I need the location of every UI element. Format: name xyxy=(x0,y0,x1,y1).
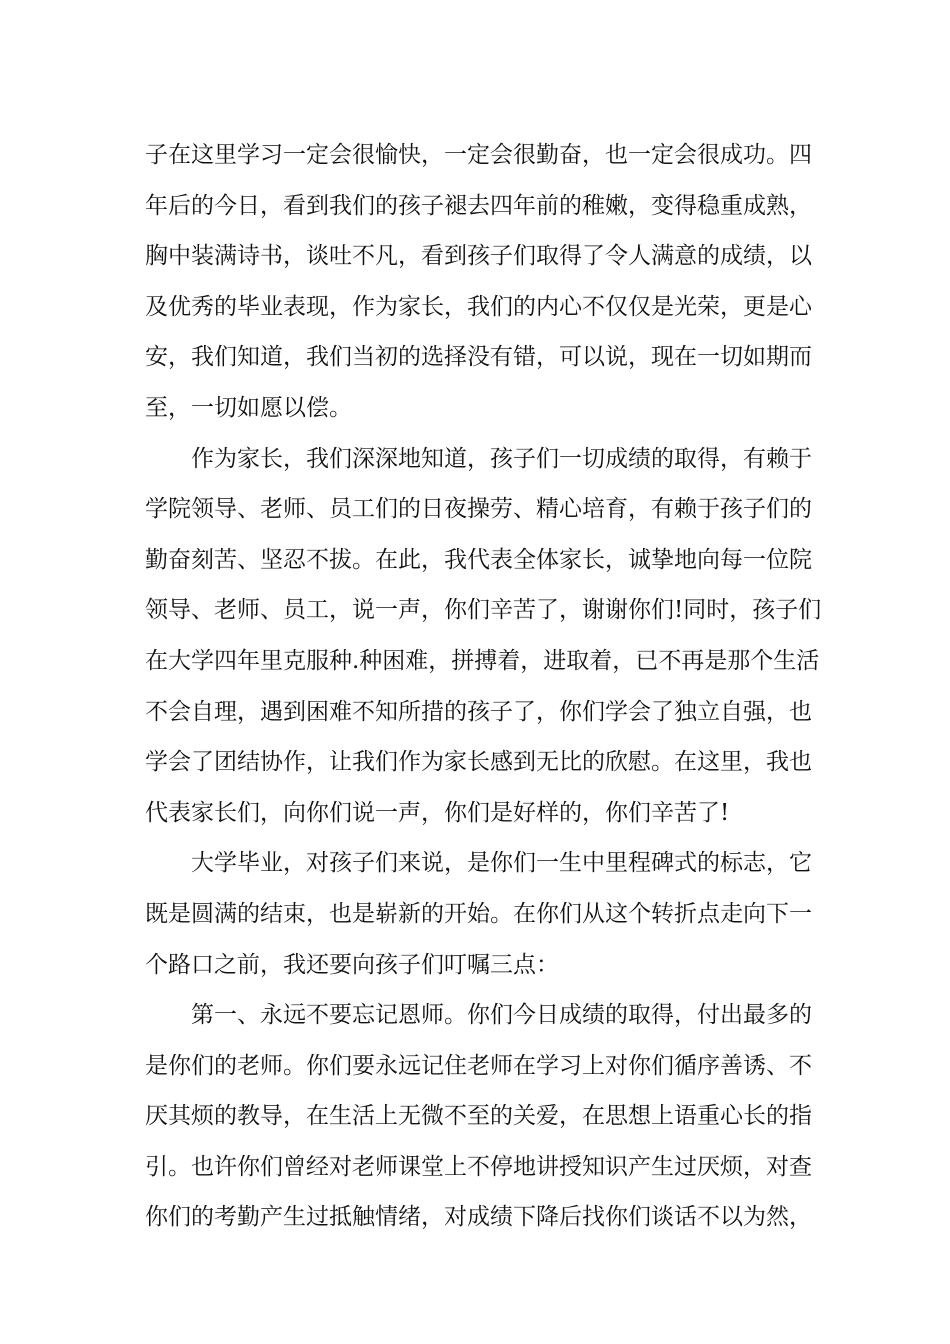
text-line: 代表家长们，向你们说一声，你们是好样的，你们辛苦了! xyxy=(145,799,730,826)
text-line: 作为家长，我们深深地知道，孩子们一切成绩的取得，有赖于 xyxy=(191,445,812,472)
text-line: 引。也许你们曾经对老师课堂上不停地讲授知识产生过厌烦，对查 xyxy=(145,1153,812,1180)
text-line: 你们的考勤产生过抵触情绪，对成绩下降后找你们谈话不以为然， xyxy=(145,1204,812,1231)
text-line: 学院领导、老师、员工们的日夜操劳、精心培育，有赖于孩子们的 xyxy=(145,496,812,523)
text-line: 安，我们知道，我们当初的选择没有错，可以说，现在一切如期而 xyxy=(145,344,812,371)
text-line: 大学毕业，对孩子们来说，是你们一生中里程碑式的标志，它 xyxy=(191,850,812,877)
document-body xyxy=(145,130,822,1243)
text-line: 胸中装满诗书，谈吐不凡，看到孩子们取得了令人满意的成绩，以 xyxy=(145,243,812,270)
paragraph-2 xyxy=(145,434,822,839)
text-line: 勤奋刻苦、坚忍不拔。在此，我代表全体家长，诚挚地向每一位院 xyxy=(145,546,812,573)
text-line: 既是圆满的结束，也是崭新的开始。在你们从这个转折点走向下一 xyxy=(145,900,812,927)
paragraph-4 xyxy=(145,990,812,1243)
text-line: 是你们的老师。你们要永远记住老师在学习上对你们循序善诱、不 xyxy=(145,1052,812,1079)
text-line: 领导、老师、员工，说一声，你们辛苦了，谢谢你们!同时，孩子们 xyxy=(145,597,822,624)
text-line: 学会了团结协作，让我们作为家长感到无比的欣慰。在这里，我也 xyxy=(145,749,812,776)
text-line: 厌其烦的教导，在生活上无微不至的关爱，在思想上语重心长的指 xyxy=(145,1103,812,1130)
paragraph-1 xyxy=(145,130,812,434)
text-line: 年后的今日，看到我们的孩子褪去四年前的稚嫩，变得稳重成熟， xyxy=(145,192,812,219)
text-line: 第一、永远不要忘记恩师。你们今日成绩的取得，付出最多的 xyxy=(191,1002,812,1029)
text-line: 在大学四年里克服种.种困难，拼搏着，进取着，已不再是那个生活 xyxy=(145,647,820,674)
text-line: 个路口之前，我还要向孩子们叮嘱三点： xyxy=(145,951,559,978)
text-line: 不会自理，遇到困难不知所措的孩子了，你们学会了独立自强，也 xyxy=(145,698,812,725)
text-line: 及优秀的毕业表现，作为家长，我们的内心不仅仅是光荣，更是心 xyxy=(145,293,812,320)
text-line: 子在这里学习一定会很愉快，一定会很勤奋，也一定会很成功。四 xyxy=(145,142,812,168)
paragraph-3 xyxy=(145,838,812,990)
text-line: 至，一切如愿以偿。 xyxy=(145,394,352,421)
